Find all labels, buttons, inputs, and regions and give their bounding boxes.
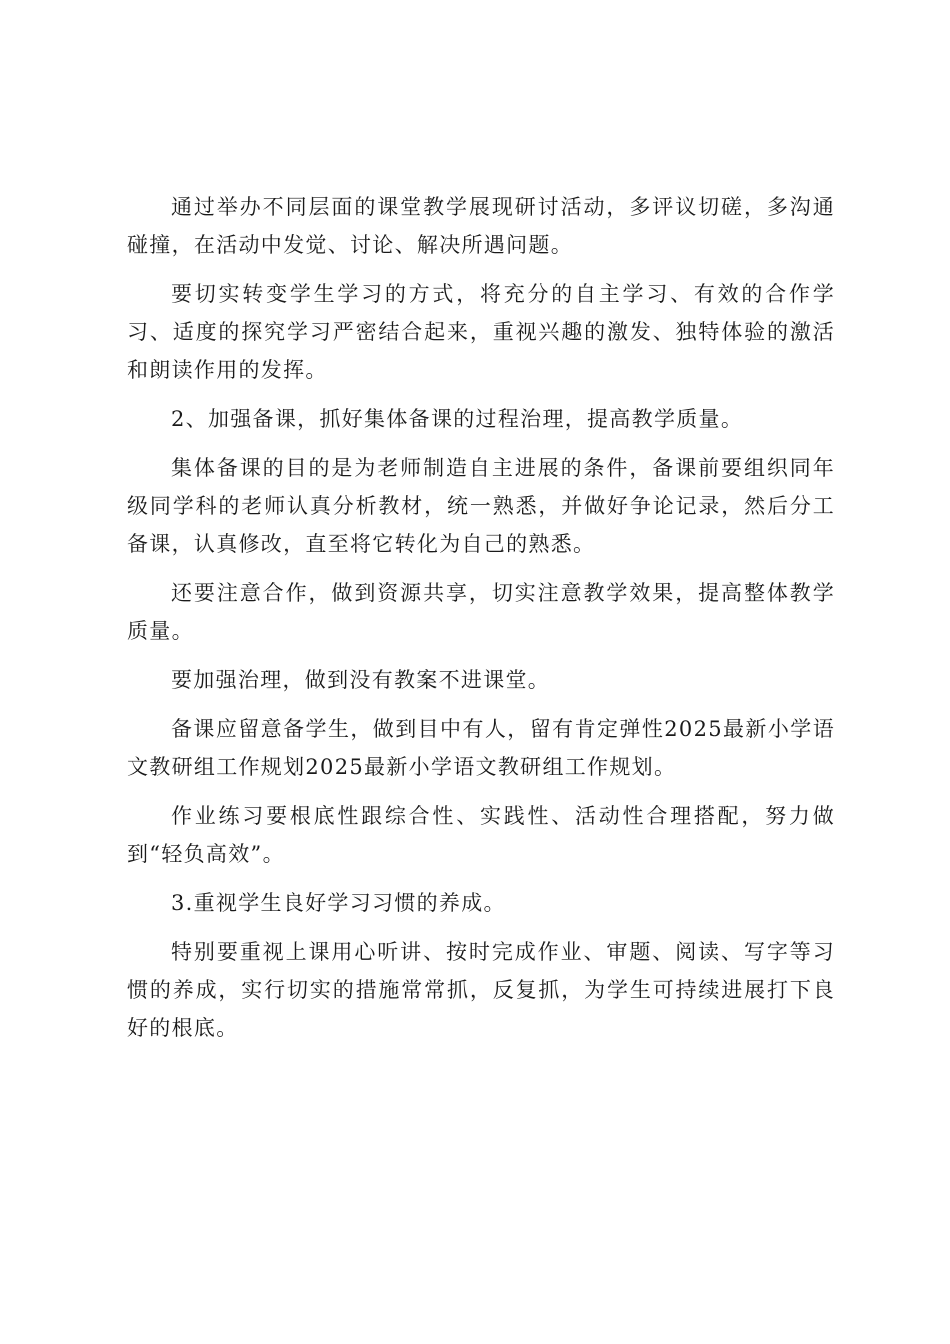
paragraph-1: 通过举办不同层面的课堂教学展现研讨活动，多评议切磋，多沟通碰撞，在活动中发觉、讨论、解决所遇问题。 xyxy=(127,195,835,257)
paragraph-5: 还要注意合作，做到资源共享，切实注意教学效果，提高整体教学质量。 xyxy=(127,581,835,643)
paragraph-10: 特别要重视上课用心听讲、按时完成作业、审题、阅读、写字等习惯的养成，实行切实的措施常常抓，反复抓，为学生可持续进展打下良好的根底。 xyxy=(127,940,835,1040)
document-body xyxy=(127,188,835,1058)
paragraph-2: 要切实转变学生学习的方式，将充分的自主学习、有效的合作学习、适度的探究学习严密结合起来，重视兴趣的激发、独特体验的激活和朗读作用的发挥。 xyxy=(127,282,835,382)
paragraph-8: 作业练习要根底性跟综合性、实践性、活动性合理搭配，努力做到“轻负高效”。 xyxy=(127,804,835,866)
paragraph-9: 3.重视学生良好学习习惯的养成。 xyxy=(171,891,506,915)
paragraph-6: 要加强治理，做到没有教案不进课堂。 xyxy=(171,668,551,692)
paragraph-7: 备课应留意备学生，做到目中有人，留有肯定弹性2025最新小学语文教研组工作规划2025最新小学语文教研组工作规划。 xyxy=(127,717,835,779)
paragraph-4: 集体备课的目的是为老师制造自主进展的条件，备课前要组织同年级同学科的老师认真分析教材，统一熟悉，并做好争论记录，然后分工备课，认真修改，直至将它转化为自己的熟悉。 xyxy=(127,456,835,556)
paragraph-3: 2、加强备课，抓好集体备课的过程治理，提高教学质量。 xyxy=(171,407,744,431)
